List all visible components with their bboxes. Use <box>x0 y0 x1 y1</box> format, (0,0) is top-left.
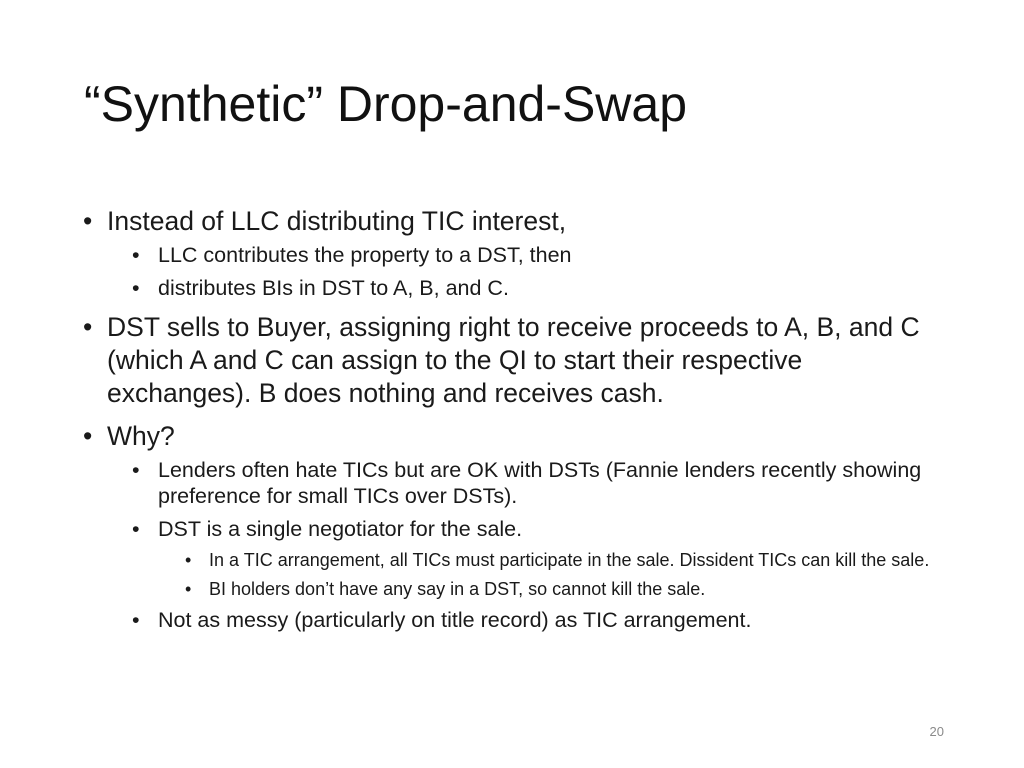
bullet-item <box>80 420 940 453</box>
bullet-item <box>80 205 940 238</box>
bullet-icon: • <box>83 206 93 236</box>
slide-title: “Synthetic” Drop-and-Swap <box>84 76 688 132</box>
bullet-text: Lenders often hate TICs but are OK with DSTs (Fannie lenders recently showing preference for small TICs over DSTs). <box>158 458 922 508</box>
bullet-text: DST sells to Buyer, assigning right to receive proceeds to A, B, and C (which A and C can assign to the QI to start their respective exchanges). B does nothing and receives cash. <box>107 312 920 408</box>
bullet-text: LLC contributes the property to a DST, then <box>158 243 572 267</box>
sub-bullet-item <box>80 516 940 542</box>
bullet-icon: • <box>185 550 192 570</box>
bullet-list <box>80 205 940 633</box>
sub-bullet-item <box>80 607 940 633</box>
bullet-text: Why? <box>107 421 175 451</box>
bullet-text: DST is a single negotiator for the sale. <box>158 517 523 541</box>
sub-bullet-item <box>80 457 940 509</box>
sub-bullet-item <box>80 275 940 301</box>
bullet-icon: • <box>185 579 192 599</box>
sub-sub-bullet-item <box>80 549 940 571</box>
bullet-icon: • <box>83 421 93 451</box>
bullet-text: Instead of LLC distributing TIC interest, <box>107 206 567 236</box>
bullet-text: distributes BIs in DST to A, B, and C. <box>158 276 509 300</box>
bullet-text: Not as messy (particularly on title record) as TIC arrangement. <box>158 608 752 632</box>
sub-bullet-item <box>80 242 940 268</box>
bullet-icon: • <box>83 312 93 342</box>
bullet-item <box>80 311 940 410</box>
bullet-text: BI holders don’t have any say in a DST, so cannot kill the sale. <box>209 579 706 599</box>
bullet-icon: • <box>132 608 140 632</box>
page-number: 20 <box>929 724 944 739</box>
bullet-icon: • <box>132 243 140 267</box>
bullet-icon: • <box>132 458 140 482</box>
sub-sub-bullet-item <box>80 578 940 600</box>
bullet-icon: • <box>132 276 140 300</box>
bullet-icon: • <box>132 517 140 541</box>
bullet-text: In a TIC arrangement, all TICs must participate in the sale. Dissident TICs can kill the sale. <box>209 550 930 570</box>
